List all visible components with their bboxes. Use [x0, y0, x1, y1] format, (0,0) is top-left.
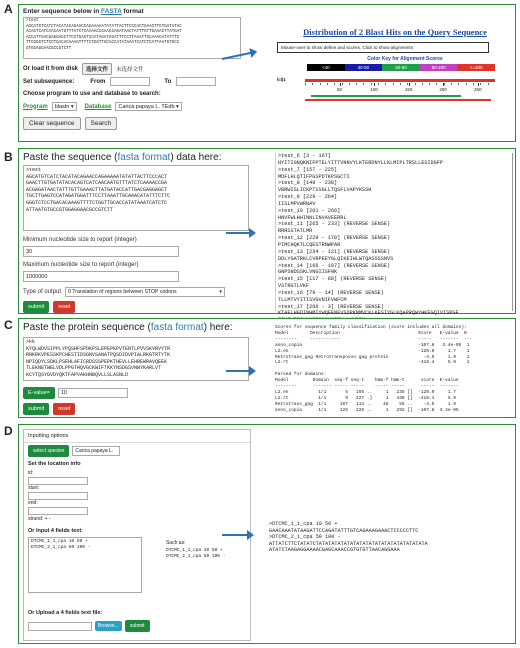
database-select[interactable]: Carica papaya L. TEdb ▾ — [115, 102, 181, 111]
min-size-label: Minimum nucleotide size to report (integer) — [23, 237, 137, 243]
ruler-minor-tick — [451, 83, 452, 85]
panel-b-title: Paste the sequence (fasta format) data here: — [23, 152, 222, 163]
chevron-down-icon: ▾ — [219, 289, 223, 295]
panel-c-buttons — [23, 403, 75, 415]
ruler-tick — [374, 83, 375, 86]
evalue-label: E-value= — [23, 387, 55, 399]
fasta-link[interactable]: FASTA — [101, 8, 122, 15]
such-as-label: Such as: — [166, 540, 186, 546]
ruler-minor-tick — [378, 83, 379, 85]
ruler-minor-tick — [371, 83, 372, 85]
panel-d-arrow — [222, 534, 248, 536]
max-size-input[interactable]: 1000000 — [23, 271, 179, 282]
program-db-row — [23, 102, 182, 111]
database-link[interactable]: Database — [84, 103, 112, 110]
submit-button[interactable]: submit — [23, 301, 49, 313]
submit-button[interactable]: submit — [125, 620, 150, 632]
color-key-title: Color Key for Alignment Scores — [367, 56, 443, 62]
ruler-minor-tick — [312, 83, 313, 85]
protein-textarea[interactable]: >kk KYQLWDVSIPPLYPQSHFSPDKPSLEPEPKPVTENTLPVVSKVRVYTR RNKRKVPESSKPCHESTIDSGNVSANATPQSDIDVPIALRKGTRTYTK NPIQDYLSDKLPSEHLAFICRDSSSPEPKTHEVLLEHREWRAVQEEK TLEKNETWELVDLPPGTHQVGCKWIFTKKYNSDGSVNWYKARLVT KCYTQSYGVDYQKTFAPVAKHNBQVLLSLASNLD — [23, 337, 249, 381]
ruler-minor-tick — [385, 83, 386, 85]
extracted-sequence-output: >DTCMC_1_1_cpa 10 50 + GAACAAATATAAGATTCCAGATATTTGTCAGAAAGAAACTCCCCCTTC >DTCMC_2_1_cpa 50 100 - ATTATCTTCTATATCTATATATATATATATATATATATATATATATATATA ATATCTAAGAGGAAAACGAGCAAACCGTGTGTTAACAGGAAA — [269, 521, 428, 554]
ruler-ticks — [305, 83, 495, 95]
query-ruler-row — [277, 77, 513, 95]
sequence-textarea[interactable]: >test AGCATGTCATCTACATACAGAACCAGAAAAATATATTACTTCCCACT GAACTTGTGATATACACAGTCATCAACAATGTTTATCTCAAAACCGA ACGAGATAACTATTTGTTGAAACTTATGATACCATTGACGAGGAGCT TGCTTGAGTCCATAGATGGATTTCCTTAAATTGCAAACATATTTCTTC GGGTCTCCTGACACAAAGTTTTCTGGTTGCACCATATAAATCATCTC ATTAATGTGCCGTGGAGGAACGCCGTCTT — [23, 165, 249, 231]
ruler-minor-tick — [466, 83, 467, 85]
evalue-row — [23, 387, 128, 399]
species-row — [28, 445, 120, 457]
clear-sequence-button[interactable]: Clear sequence — [23, 117, 81, 130]
fields-textarea[interactable]: DTCMC_1_1_cpa 10 50 + DTCMC_2_1_cpa 50 100 - — [28, 537, 142, 593]
blast-hits-view — [277, 27, 513, 127]
panel-d — [18, 424, 516, 644]
search-button[interactable]: Search — [85, 117, 118, 130]
ruler-tick-label: 50 — [337, 87, 343, 92]
ruler-minor-tick — [436, 83, 437, 85]
ruler-minor-tick — [488, 83, 489, 85]
query-ruler — [305, 77, 495, 95]
ruler-minor-tick — [480, 83, 481, 85]
ruler-tick-label: 200 — [439, 87, 447, 92]
panel-c — [18, 318, 516, 418]
fields-label: Or Input 4 fields text: — [28, 528, 84, 534]
query-label: lcl|1 — [277, 77, 286, 82]
color-key-swatch: 50-80 — [382, 64, 420, 71]
ruler-minor-tick — [334, 83, 335, 85]
color-key-bar — [307, 64, 495, 71]
blast-hit-line[interactable] — [311, 95, 461, 97]
reset-button[interactable]: reset — [53, 301, 75, 313]
fasta-format-link[interactable]: fasta format — [117, 152, 171, 163]
hit-lines — [305, 95, 495, 105]
to-input[interactable] — [176, 77, 216, 86]
such-as-example: DTCMC_1_1_cpa 10 50 + DTCMC_2_1_cpa 50 100 - — [166, 548, 226, 559]
inputting-options-box — [23, 429, 251, 641]
from-input[interactable] — [110, 77, 150, 86]
ruler-minor-tick — [363, 83, 364, 85]
choose-program-label: Choose program to use and database to search: — [23, 91, 161, 97]
color-key-swatch: 40-50 — [345, 64, 383, 71]
output-type-select[interactable]: 0 Translation of regions between STOP codons ▾ — [65, 287, 225, 297]
ruler-minor-tick — [320, 83, 321, 85]
color-key-swatch: >=200 — [457, 64, 495, 71]
blast-hits-title: Distribution of 2 Blast Hits on the Query Sequence — [303, 27, 487, 37]
start-row: start: — [28, 485, 88, 500]
ruler-minor-tick — [356, 83, 357, 85]
panel-a-letter: A — [4, 2, 13, 16]
file-status: 未选择文件 — [116, 67, 144, 73]
subsequence-row: Set subsequence: From To — [23, 77, 216, 86]
ruler-minor-tick — [342, 83, 343, 85]
ruler-minor-tick — [349, 83, 350, 85]
end-row: end: — [28, 500, 88, 515]
strand-radio[interactable]: strand: + - — [28, 516, 51, 522]
submit-button[interactable]: submit — [23, 403, 49, 415]
panel-c-arrow — [226, 370, 250, 372]
ruler-minor-tick — [415, 83, 416, 85]
orf-output: >test_6 [3 - 167] HYITIGNQKNIFPTELYITTVNNVYLKTERDNYLLKLMIPLTRSLLESIDGFP >test_7 [157 - 225] MDFLHLQTIFPGSPDTKPSGCTI >test_8 [149 - 238] VBRWISLICKPTSSGLLTQSFLVAPYKSSH >test_9 [229 - 264] IISLMPVWRNAV >test_10 [201 - 266] HNVFWLHHINNLINVAVEERRL >test_11 [265 - 233] (REVERSE SENSE) RRRSSTATLMR >test_12 [229 - 170] (REVERSE SENSE) PIMCHQKTLCQESTRNWPAN >test_13 [234 - 121] (REVERSE SENSE) DDLYGATRKLCVRPEEYGLQIKEIHLWTQASSSSNVS >test_14 [166 - 107] (REVERSE SENSE) GNPSNDSSKLVNGIISFNK >test_15 [117 - 88] (REVERSE SENSE) VSTRGTLVKF >test_16 [79 - 14] (REVERSE SENSE) TLLMTVYITISVGVNIFVWFCM >test_17 [266 - 3] (REVERSE SENSE) KTAFLHGDINHMIYWQFENFVSDPKNMVCKLKESIYGLKQAPRQWYHKFGQIVISPGF — [275, 153, 513, 311]
ruler-minor-tick — [458, 83, 459, 85]
chevron-down-icon: ▾ — [176, 104, 179, 110]
query-bar — [305, 79, 495, 82]
min-size-input[interactable]: 30 — [23, 246, 179, 257]
ruler-tick-label: 250 — [473, 87, 482, 92]
inputting-options-header: Inputting options — [24, 430, 250, 443]
ruler-minor-tick — [327, 83, 328, 85]
ruler-minor-tick — [407, 83, 408, 85]
reset-button[interactable]: reset — [53, 403, 75, 415]
ruler-minor-tick — [444, 83, 445, 85]
upload-row — [28, 620, 150, 632]
panel-a-title: Enter sequence below in FASTA format — [23, 8, 144, 15]
id-row: id: — [28, 470, 88, 485]
mouse-over-hint: Mouse-over to show define and scores. Click to show alignments — [277, 42, 489, 53]
ruler-minor-tick — [422, 83, 423, 85]
ruler-minor-tick — [473, 83, 474, 85]
color-key-swatch: 80-200 — [420, 64, 458, 71]
upload-label: Or Upload a 4 fields text file: — [28, 610, 103, 616]
choose-file-button[interactable]: 选择文件 — [82, 63, 112, 75]
panel-d-letter: D — [4, 424, 13, 438]
ruler-minor-tick — [305, 83, 306, 85]
chevron-down-icon: ▾ — [70, 104, 74, 110]
panel-a — [18, 4, 516, 142]
panel-a-buttons — [23, 117, 117, 130]
ruler-tick-label: 150 — [404, 87, 413, 92]
panel-c-title: Paste the protein sequence (fasta format) here: — [23, 322, 233, 333]
load-from-disk-row: Or load it from disk 选择文件 未选择文件 — [23, 63, 144, 75]
panel-c-letter: C — [4, 318, 13, 332]
sequence-textarea[interactable]: >test AGCATGTCATCTACATACAGAACCAGAAAAATATATTACTTCCCACTGAACTTGTGATATAC ACAGTCATCAACAATGTTTATCTCAAAACCGAACGAGATAACTATTTGTTGAAACTTATGAT ACCATTGACGAGGAGCTTCCTGAGTCCATAGATGGATTTCCTTAAATTGCAAACATATTTC TTCGGGTCTCCTGACACAAAGTTTTCTGGTTGCACCATATAAATCATCTCATTAATGTGCC GTGGAGGAACGCCGTCTT — [23, 17, 241, 59]
fasta-format-link[interactable]: fasta format — [150, 322, 204, 333]
output-type-row: Type of output 0 Translation of regions between STOP codons ▾ — [23, 287, 225, 297]
browse-button[interactable]: Browse... — [95, 621, 122, 631]
species-input[interactable]: Carica papaya L. — [72, 446, 120, 456]
panel-b-letter: B — [4, 150, 13, 164]
blast-hit-line[interactable] — [305, 99, 491, 101]
program-select[interactable]: blastn ▾ — [52, 102, 77, 111]
ruler-minor-tick — [393, 83, 394, 85]
ruler-tick-label: 100 — [370, 87, 378, 92]
ruler-minor-tick — [429, 83, 430, 85]
file-path-input[interactable] — [28, 622, 92, 631]
ruler-tick — [478, 83, 479, 86]
max-size-label: Maximum nucleotide size to report (integer) — [23, 262, 139, 268]
ruler-tick — [340, 83, 341, 86]
panel-b-arrow — [226, 232, 250, 234]
evalue-input[interactable]: 10 — [58, 388, 128, 398]
ruler-tick — [409, 83, 410, 86]
color-key-swatch: <40 — [307, 64, 345, 71]
location-label: Set the location info — [28, 461, 81, 467]
id-input[interactable] — [28, 477, 88, 485]
select-species-button[interactable]: select species — [28, 445, 69, 457]
panel-b — [18, 148, 516, 317]
ruler-minor-tick — [400, 83, 401, 85]
panel-b-buttons — [23, 301, 75, 313]
start-input[interactable] — [28, 492, 88, 500]
hmm-output: Scores for sequence family classification (score includes all domains): Model Description Score E-value N -------- ----------- ----- ------- --- anno_copia -107.6 3.4e-05 1 L2.en -120.9 1.7 1 Retrotrans_gag Retrotransposon gag protein -4.5 1.9 1 L2.rt -418.4 5.9 1 Parsed for domains: Model Domain seq-f seq-t hmm-f hmm-t score E-value -------- ------- ----- ----- ----- ----- ----- ------- L2.en 1/1 5 155 .. 1 235 [] -120.9 1.7 L2.rt 1/1 9 227 .] 1 439 [] -418.4 5.9 Retrotrans_gag 1/1 107 114 .. 48 55 .. -4.5 1.9 anno_copia 1/1 126 226 .. 1 292 [] -107.6 3.4e-05 — [275, 325, 473, 413]
end-input[interactable] — [28, 507, 88, 515]
program-link[interactable]: Program — [23, 103, 48, 110]
